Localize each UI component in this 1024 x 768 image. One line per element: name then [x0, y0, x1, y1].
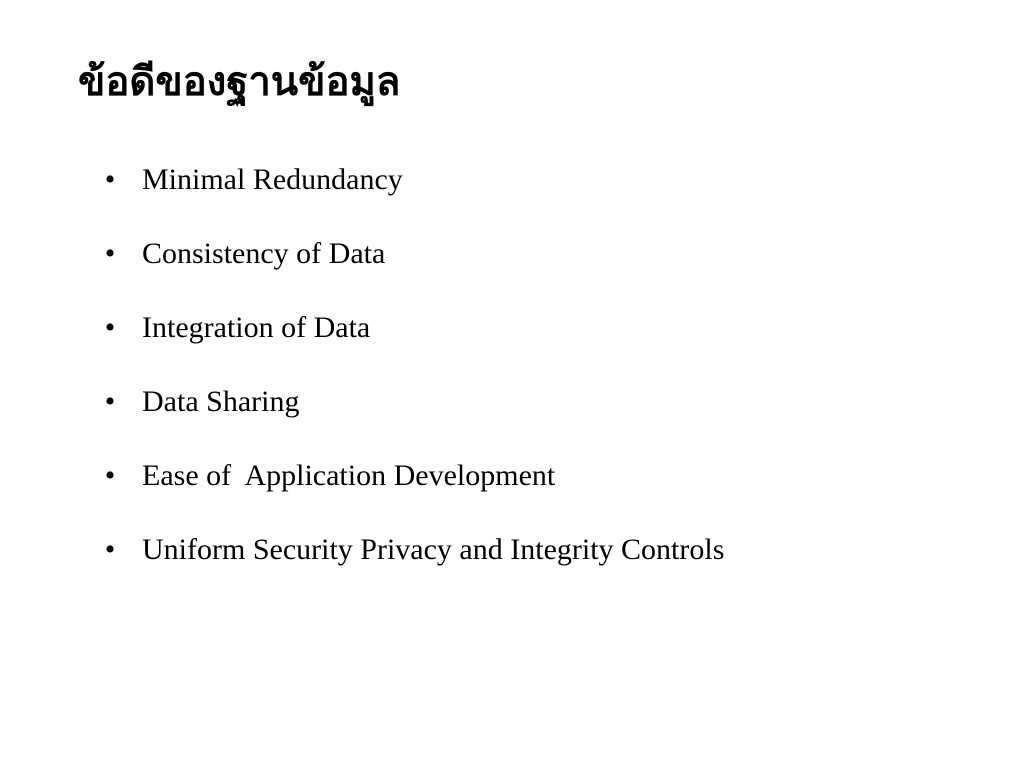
slide-title: ข้อดีของฐานข้อมูล — [78, 58, 401, 105]
bullet-text: Ease of Application Development — [142, 459, 556, 492]
list-item — [0, 230, 386, 304]
bullet-text: Minimal Redundancy — [142, 163, 403, 196]
list-item — [0, 452, 556, 526]
bullet-icon: • — [104, 237, 116, 270]
bullet-icon: • — [104, 533, 116, 566]
bullet-icon: • — [104, 311, 116, 344]
bullet-icon: • — [104, 459, 116, 492]
bullet-text: Integration of Data — [142, 311, 371, 344]
list-item — [0, 378, 300, 452]
bullet-icon: • — [104, 163, 116, 196]
bullet-text: Data Sharing — [142, 385, 300, 418]
bullet-icon: • — [104, 385, 116, 418]
bullet-text: Uniform Security Privacy and Integrity Controls — [142, 533, 725, 566]
list-item — [0, 304, 371, 378]
list-item — [0, 526, 725, 600]
list-item — [0, 156, 403, 230]
bullet-list — [0, 156, 725, 600]
bullet-text: Consistency of Data — [142, 237, 386, 270]
